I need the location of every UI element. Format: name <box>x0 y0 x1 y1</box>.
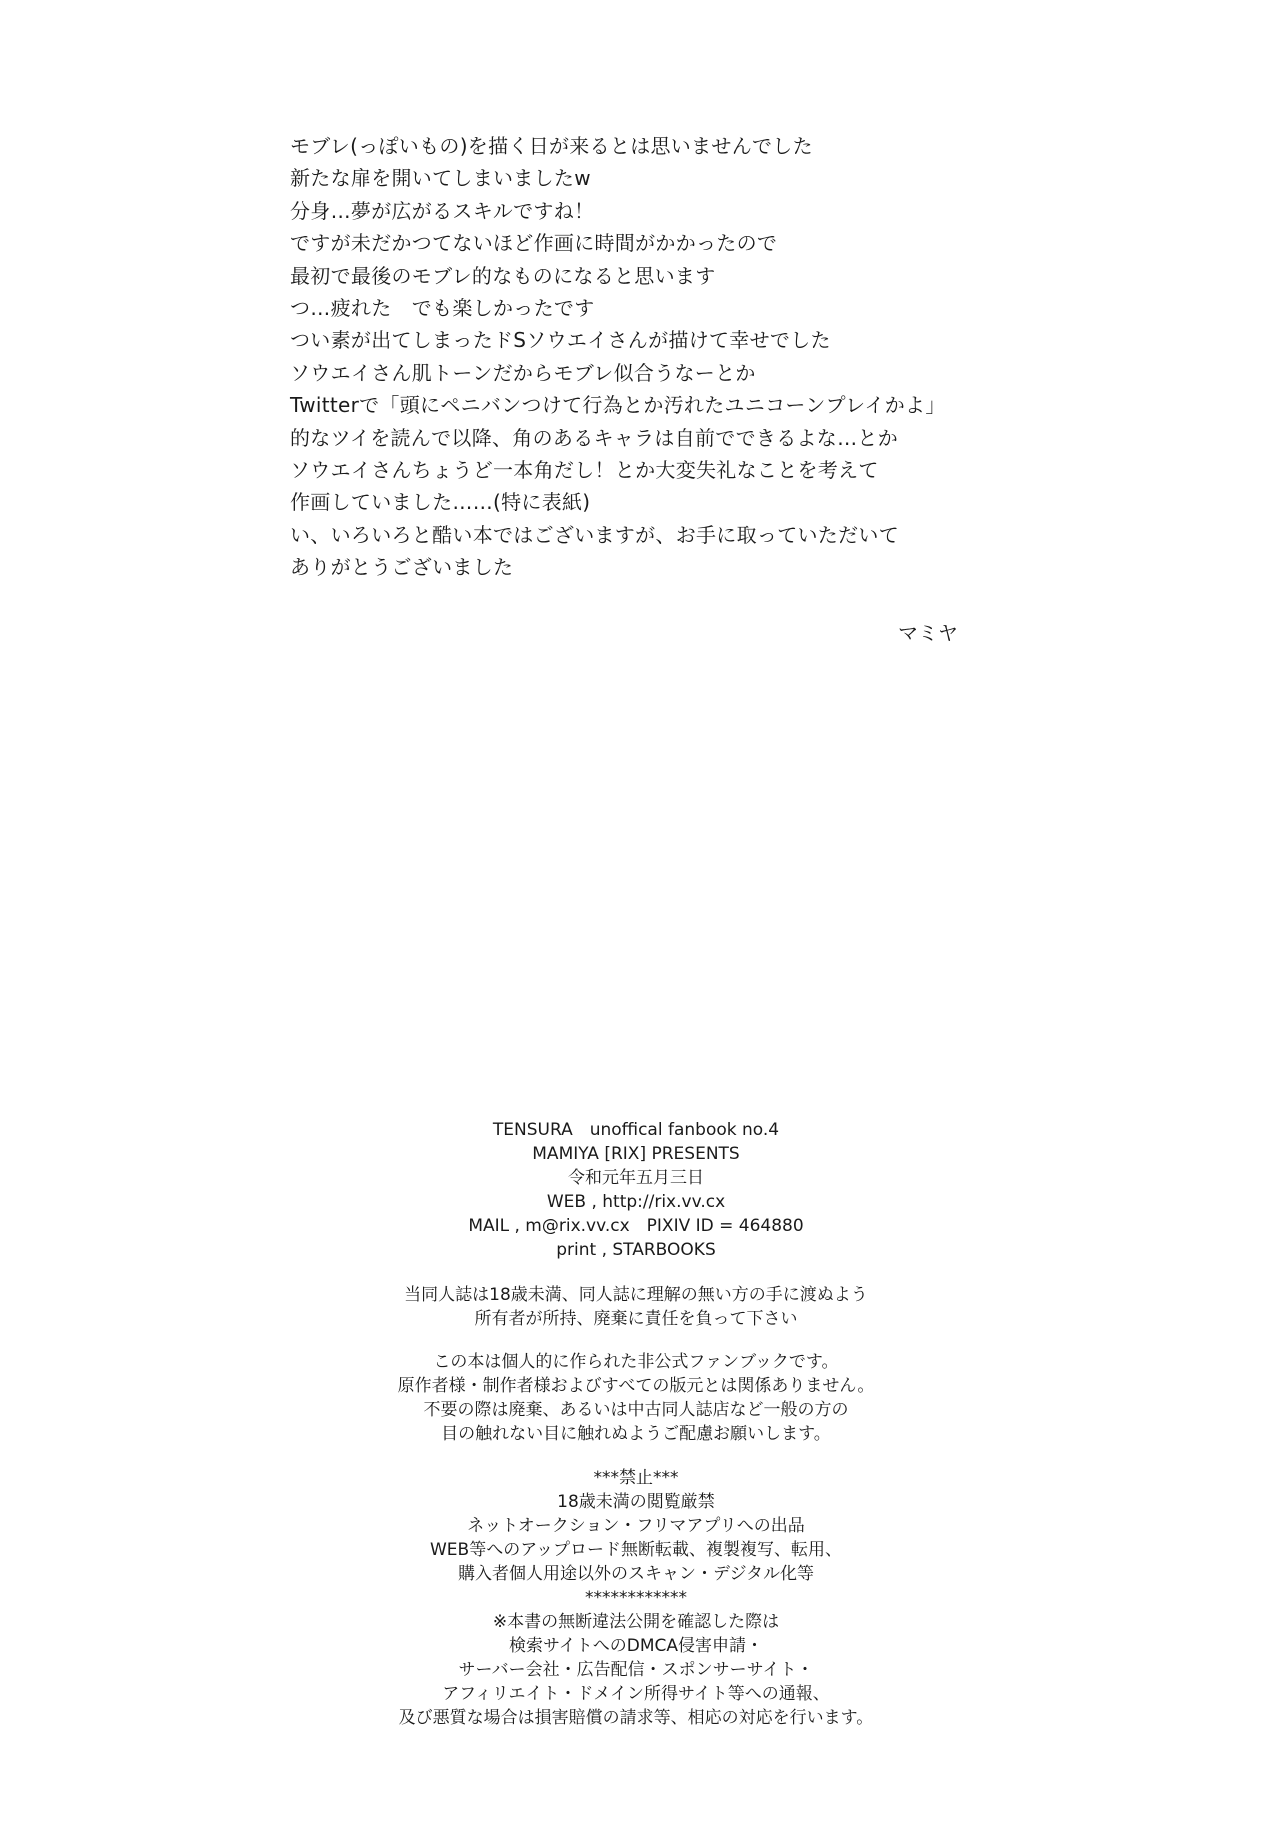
prohibited-line: アフィリエイト・ドメイン所得サイト等への通報、 <box>442 1684 830 1704</box>
afterword-line: い、いろいろと酷い本ではございますが、お手に取っていただいて <box>290 522 899 547</box>
afterword-line: 分身…夢が広がるスキルですね！ <box>290 198 595 223</box>
disclaimer-line: 目の触れない目に触れぬようご配慮お願いします。 <box>441 1424 831 1444</box>
prohibited-line: ネットオークション・フリマアプリへの出品 <box>467 1516 805 1536</box>
age-notice <box>0 1283 1272 1331</box>
disclaimer-line: 不要の際は廃棄、あるいは中古同人誌店など一般の方の <box>423 1400 849 1420</box>
colophon-line: WEB , http://rix.vv.cx <box>546 1192 726 1212</box>
afterword-line: ソウエイさん肌トーンだからモブレ似合うなーとか <box>290 360 756 385</box>
colophon-line: TENSURA unoffical fanbook no.4 <box>492 1120 780 1140</box>
prohibited-line: 及び悪質な場合は損害賠償の請求等、相応の対応を行います。 <box>398 1708 874 1728</box>
afterword-line: つ…疲れた でも楽しかったです <box>290 296 595 321</box>
disclaimer <box>0 1350 1272 1446</box>
colophon-line: print , STARBOOKS <box>556 1240 716 1260</box>
afterword-text <box>290 130 990 584</box>
afterword-line: 的なツイを読んで以降、角のあるキャラは自前でできるよな…とか <box>290 425 898 450</box>
prohibited-line: WEB等へのアップロード無断転載、複製複写、転用、 <box>429 1540 843 1560</box>
prohibited-line: ************ <box>585 1588 687 1608</box>
afterword-line: 新たな扉を開いてしまいましたw <box>290 166 591 191</box>
prohibited-line: ※本書の無断違法公開を確認した際は <box>492 1612 780 1632</box>
disclaimer-line: この本は個人的に作られた非公式ファンブックです。 <box>433 1352 839 1372</box>
afterword-line: Twitterで「頭にペニバンつけて行為とか汚れたユニコーンプレイかよ」 <box>290 393 946 418</box>
prohibited-line: 18歳未満の閲覧厳禁 <box>557 1492 715 1512</box>
afterword-line: ありがとうございました <box>290 555 514 580</box>
colophon-line: 令和元年五月三日 <box>568 1168 704 1188</box>
prohibited-line: 購入者個人用途以外のスキャン・デジタル化等 <box>458 1564 814 1584</box>
prohibited-notice <box>0 1466 1272 1730</box>
afterword-line: モブレ(っぽいもの)を描く日が来るとは思いませんでした <box>290 134 813 158</box>
afterword-line: 作画していました……(特に表紙) <box>290 490 591 515</box>
author-signature: マミヤ <box>898 621 958 645</box>
afterword-line: ソウエイさんちょうど一本角だし！とか大変失礼なことを考えて <box>290 458 879 483</box>
afterword-line: つい素が出てしまったドSソウエイさんが描けて幸せでした <box>290 328 831 353</box>
notice-line: 所有者が所持、廃棄に責任を負って下さい <box>474 1309 798 1329</box>
prohibited-line: サーバー会社・広告配信・スポンサーサイト・ <box>458 1660 814 1680</box>
colophon-line: MAIL , m@rix.vv.cx PIXIV ID = 464880 <box>468 1216 804 1236</box>
colophon-line: MAMIYA [RIX] PRESENTS <box>532 1144 740 1164</box>
disclaimer-line: 原作者様・制作者様およびすべての版元とは関係ありません。 <box>397 1376 875 1396</box>
afterword-line: ですが未だかつてないほど作画に時間がかかったので <box>290 231 778 256</box>
prohibited-line: ***禁止*** <box>593 1468 679 1488</box>
afterword-line: 最初で最後のモブレ的なものになると思います <box>290 263 716 288</box>
colophon-info <box>0 1118 1272 1262</box>
prohibited-line: 検索サイトへのDMCA侵害申請・ <box>508 1636 764 1656</box>
notice-line: 当同人誌は18歳未満、同人誌に理解の無い方の手に渡ぬよう <box>404 1285 868 1305</box>
